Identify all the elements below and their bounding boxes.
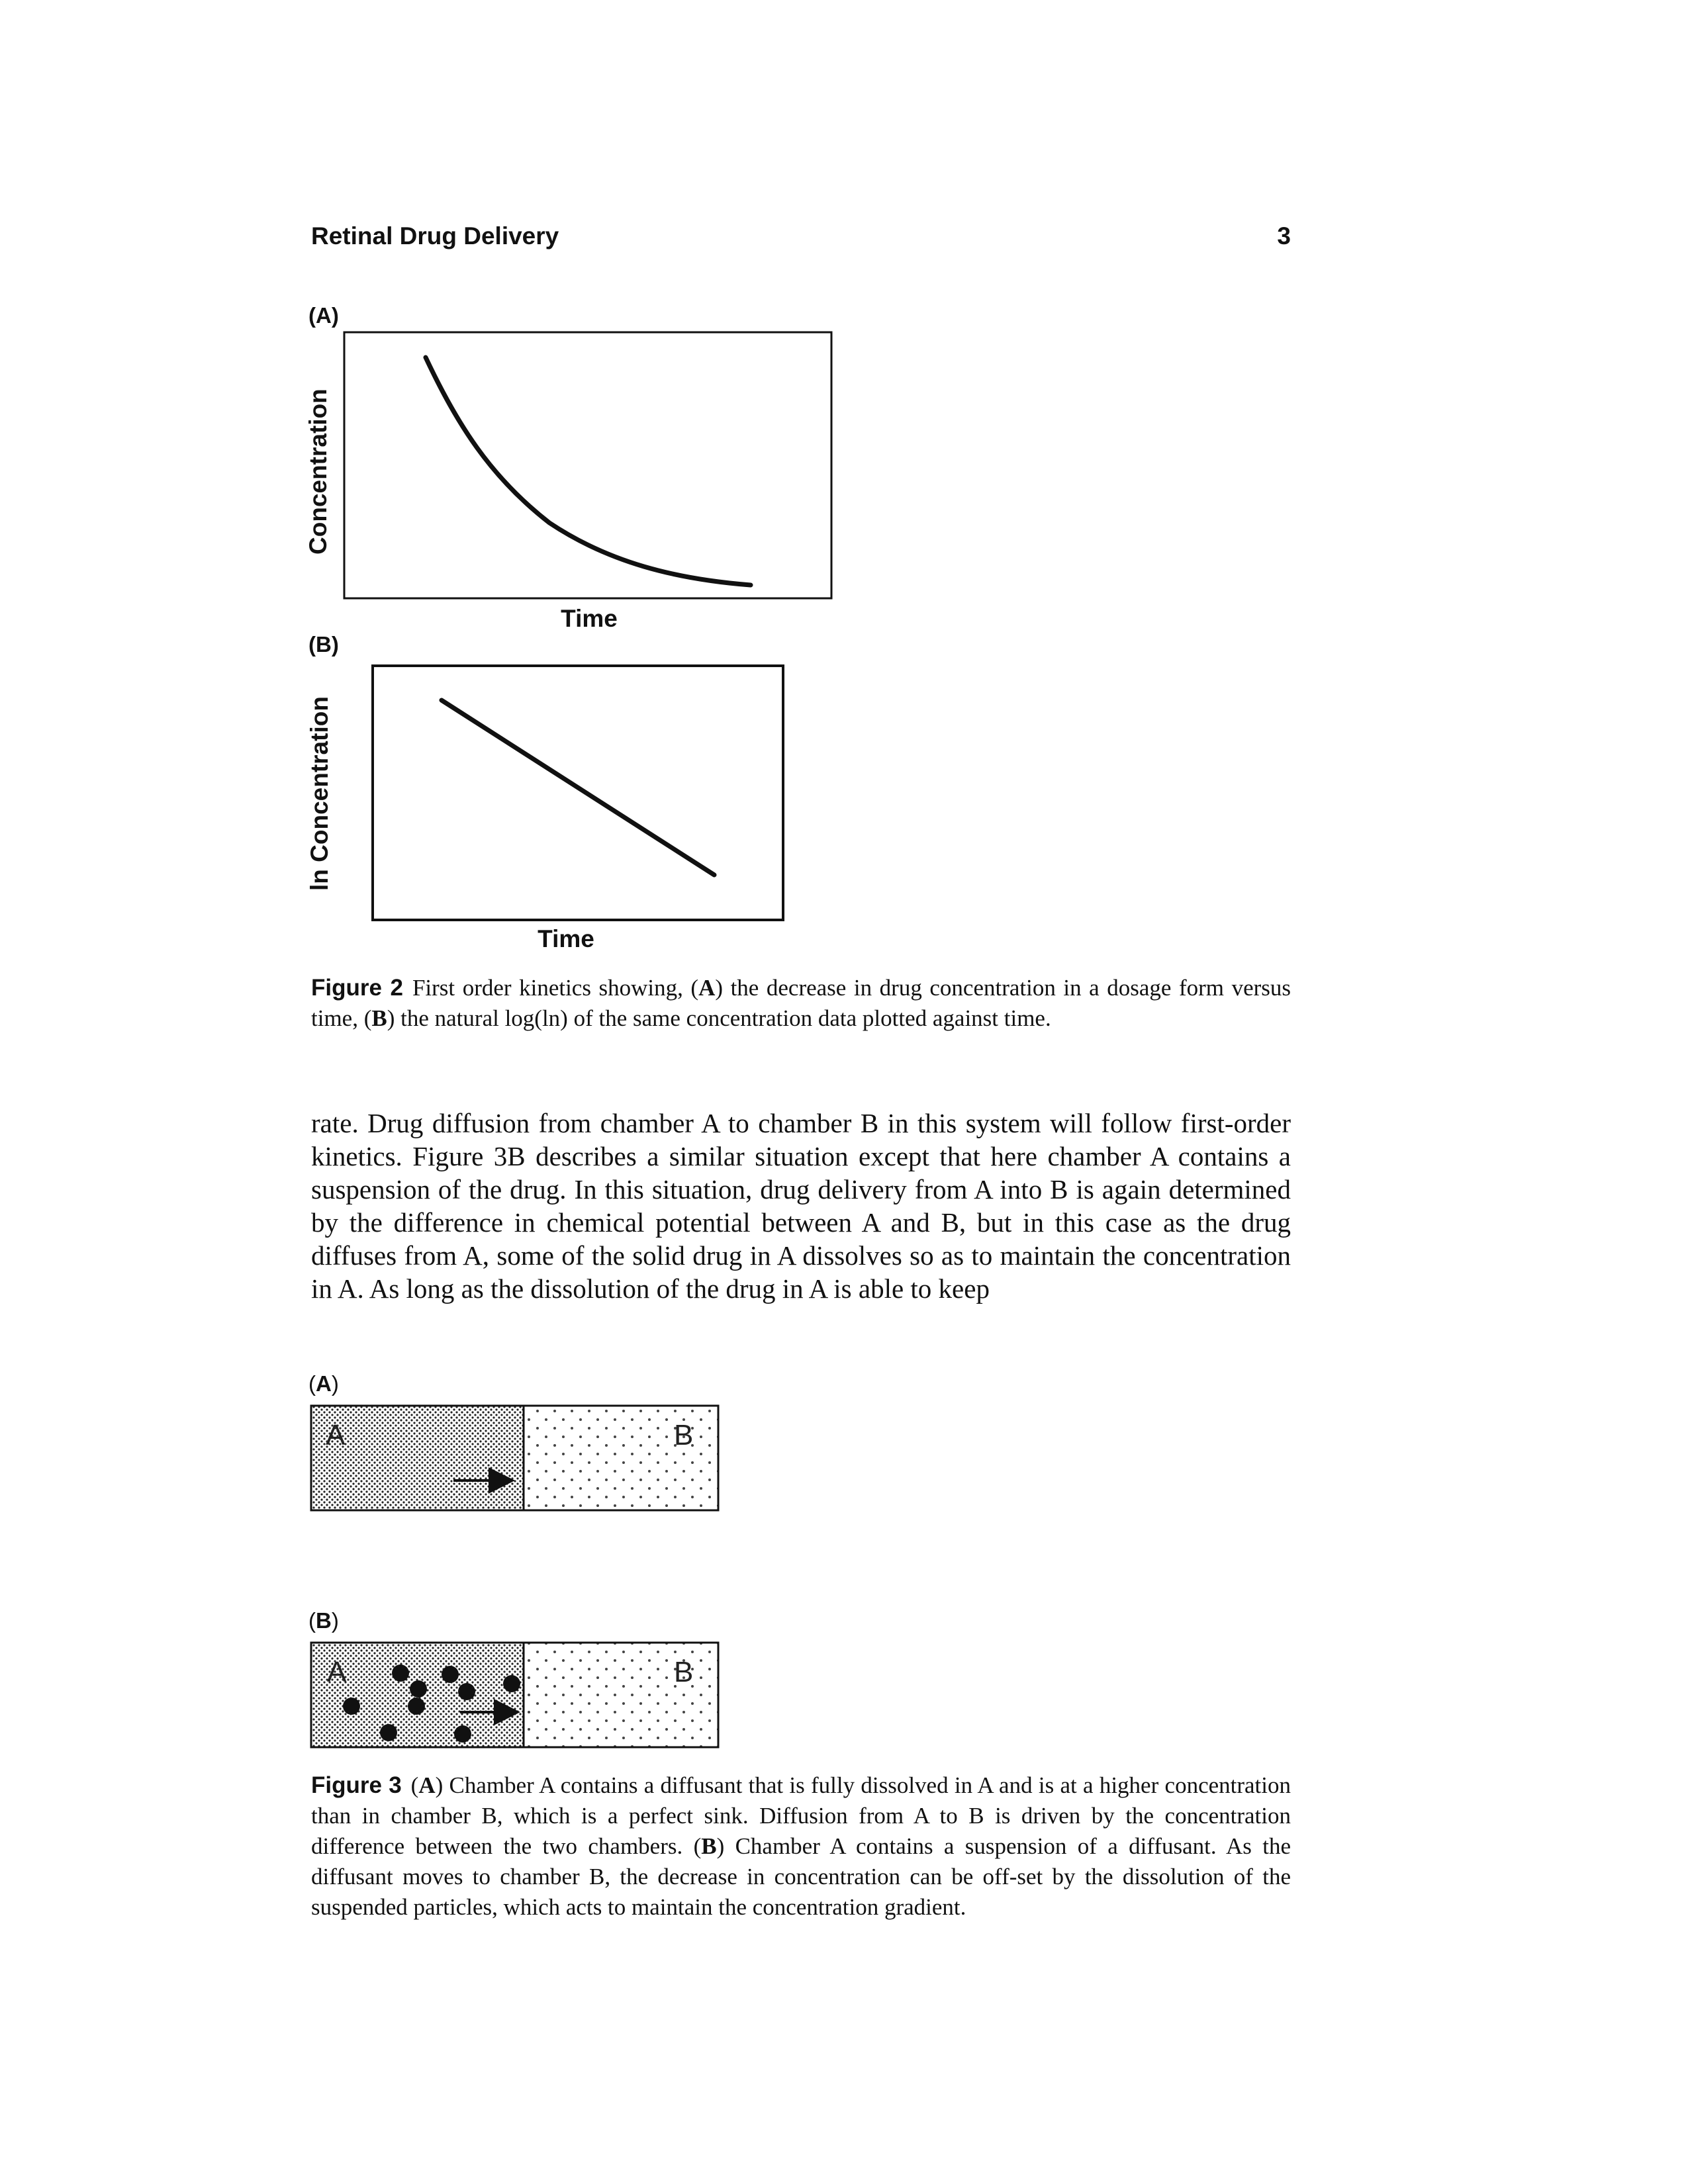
suspended-particle — [458, 1683, 475, 1700]
label-paren: ) — [331, 1371, 339, 1396]
figure3-panel-b-chamber-b-label: B — [674, 1656, 694, 1688]
label-paren: ( — [308, 1608, 316, 1633]
label-letter: B — [316, 1608, 332, 1633]
figure2-caption-label: Figure 2 — [311, 975, 403, 1001]
figure2-panel-a-ylabel: Concentration — [305, 388, 332, 555]
figure2-panel-a-decay-curve — [426, 357, 751, 585]
suspended-particle — [442, 1666, 459, 1683]
body-text — [311, 1107, 1291, 1305]
figure2-panel-b-ylabel: ln Concentration — [306, 696, 333, 891]
body-paragraph: rate. Drug diffusion from chamber A to chamber B in this system will follow first-order kinetics. Figure 3B describes a similar situation except that here chamber A contains a suspension of the drug. In this situation, drug delivery from A into B is again determined by the difference in chemical potential between A and B, but in this case as the drug diffuses from A, some of the solid drug in A dissolves so as to maintain the concentration in A. As long as the dissolution of the drug in A is able to keep — [311, 1108, 1291, 1304]
suspended-particle — [392, 1664, 409, 1682]
figure2-panel-a-label: (A) — [308, 303, 339, 328]
caption-text: ) Chamber A contains a suspension of a diffusant. As the diffusant moves to chamber B, the decrease in concentration can be off-set by the dissolution of the suspended particles, which acts to maintain the concentration gradient. — [311, 1833, 1291, 1920]
caption-panel-ref: A — [418, 1772, 436, 1798]
figure3-panel-b-chamber-a-label: A — [327, 1656, 347, 1688]
figure2-plots — [0, 0, 1688, 960]
figure3-diagrams — [0, 1390, 1688, 1760]
suspended-particle — [343, 1698, 360, 1715]
caption-panel-ref: B — [701, 1833, 717, 1859]
label-paren: ( — [308, 1371, 316, 1396]
figure2-panel-a-xlabel: Time — [561, 605, 618, 632]
running-title: Retinal Drug Delivery — [311, 222, 559, 250]
figure3-panel-a-chamber-b-label: B — [674, 1419, 694, 1451]
figure2-panel-b-label: (B) — [308, 632, 339, 657]
suspended-particle — [380, 1724, 397, 1741]
figure3-panel-a-chamber-a-label: A — [326, 1419, 346, 1451]
caption-panel-ref: A — [698, 975, 716, 1001]
suspended-particle — [408, 1698, 425, 1715]
suspended-particle — [503, 1675, 520, 1692]
figure3-caption — [311, 1770, 1291, 1923]
figure3-caption-label: Figure 3 — [311, 1772, 402, 1798]
caption-text: ) the decrease in drug concentration in a dosage form versus time, ( — [311, 975, 1291, 1031]
figure2-panel-b-xlabel: Time — [538, 925, 594, 952]
figure2-panel-b-frame — [373, 666, 783, 920]
caption-text: First order kinetics showing, ( — [412, 975, 699, 1001]
caption-panel-ref: B — [371, 1005, 387, 1031]
suspended-particle — [454, 1725, 471, 1743]
figure2-panel-b-ln-line — [442, 700, 714, 875]
label-letter: A — [316, 1371, 332, 1396]
figure2-caption — [311, 973, 1291, 1034]
figure2-panel-a-frame — [344, 332, 831, 598]
caption-text: ) the natural log(ln) of the same concentration data plotted against time. — [387, 1005, 1051, 1031]
caption-text: ) Chamber A contains a diffusant that is fully dissolved in A and is at a higher concentration than in chamber B, which is a perfect sink. Diffusion from A to B is driven by the concentration difference between the two chambers. ( — [311, 1772, 1291, 1859]
page-number: 3 — [1277, 222, 1291, 250]
suspended-particle — [410, 1680, 427, 1698]
caption-text: ( — [410, 1772, 419, 1798]
label-paren: ) — [331, 1608, 339, 1633]
